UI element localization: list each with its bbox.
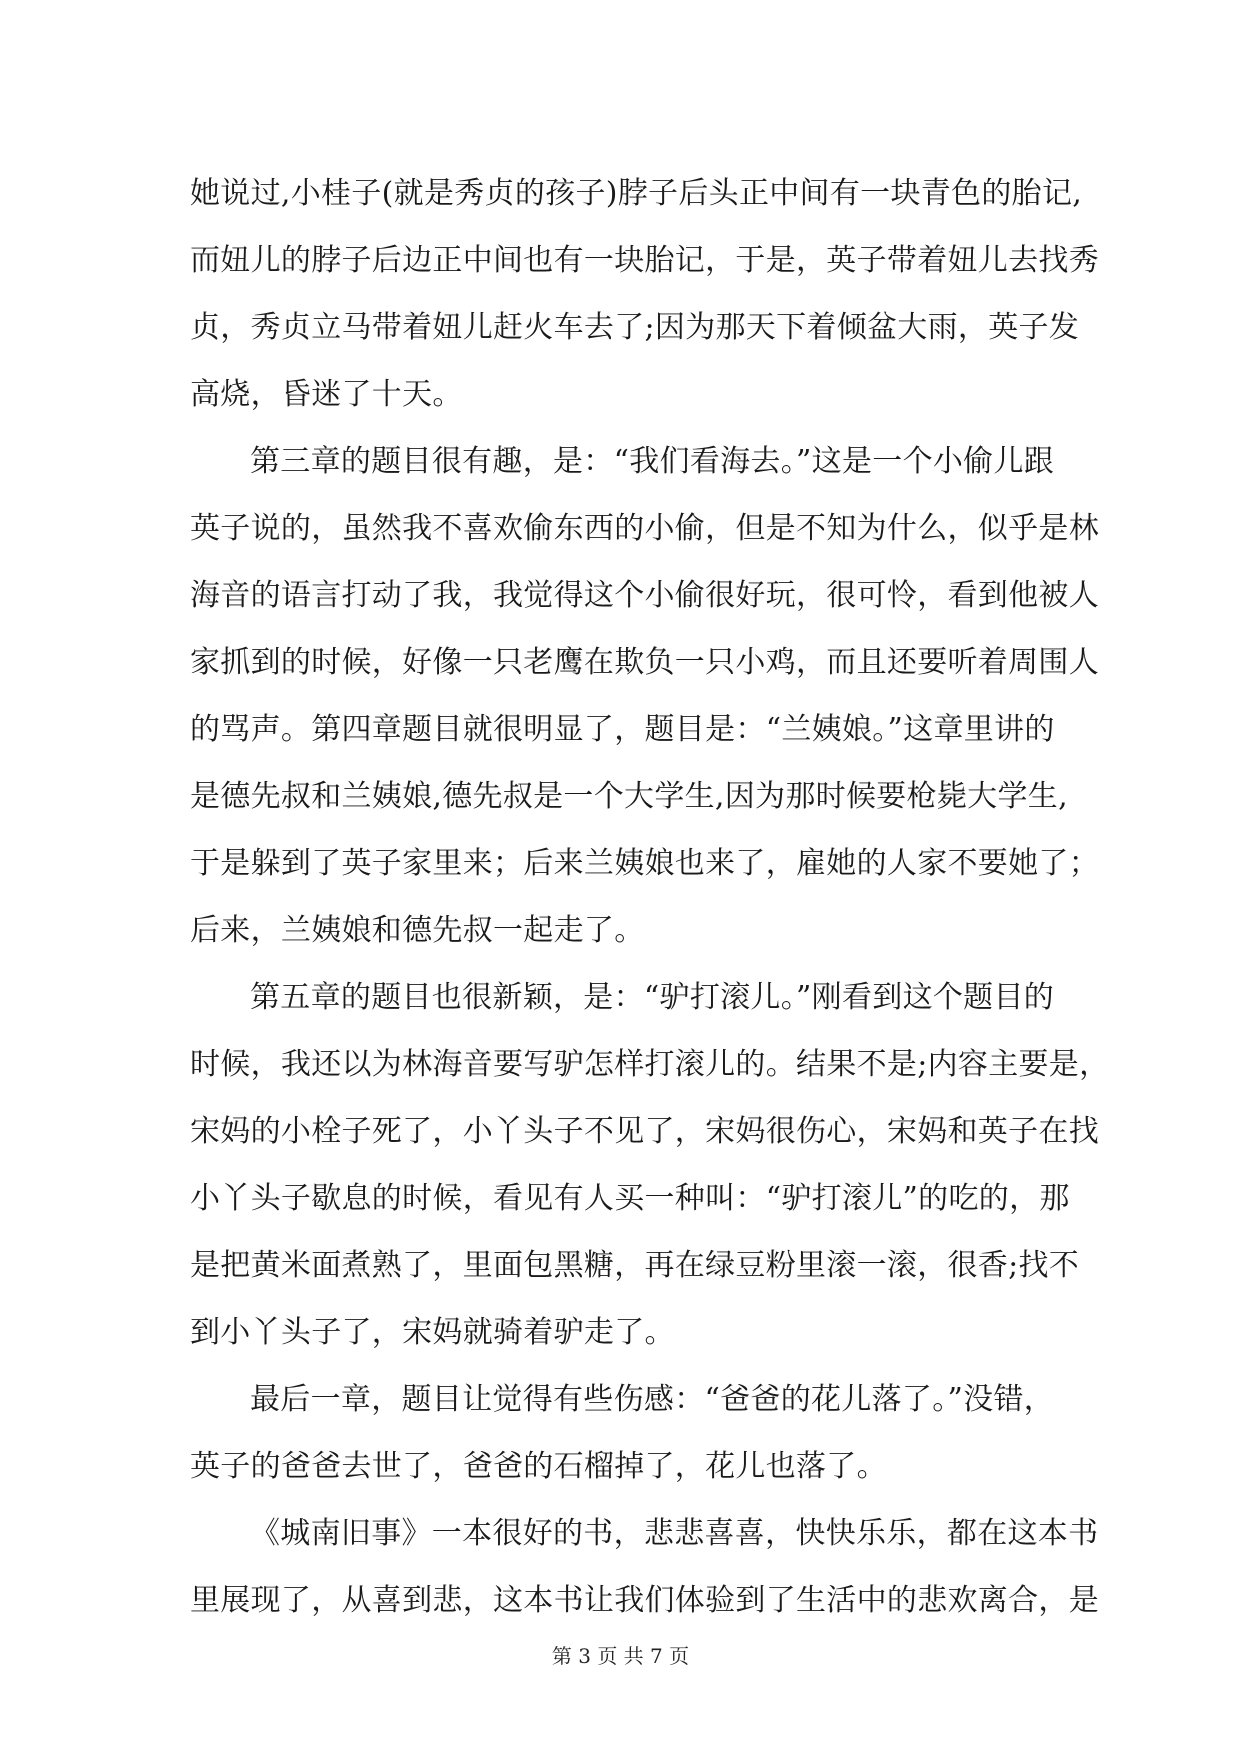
text-line: 是德先叔和兰姨娘,德先叔是一个大学生,因为那时候要枪毙大学生, bbox=[190, 779, 1068, 814]
text-line: 高烧，昏迷了十天。 bbox=[190, 377, 463, 412]
text-line: 英子的爸爸去世了，爸爸的石榴掉了，花儿也落了。 bbox=[190, 1449, 887, 1484]
text-line: 海音的语言打动了我，我觉得这个小偷很好玩，很可怜，看到他被人 bbox=[190, 578, 1099, 613]
text-line: 后来，兰姨娘和德先叔一起走了。 bbox=[190, 913, 645, 948]
text-line: 第五章的题目也很新颖，是：“驴打滚儿。”刚看到这个题目的 bbox=[250, 980, 1055, 1015]
text-line: 最后一章，题目让觉得有些伤感：“爸爸的花儿落了。”没错， bbox=[250, 1382, 1055, 1417]
text-line: 的骂声。第四章题目就很明显了，题目是：“兰姨娘。”这章里讲的 bbox=[190, 712, 1055, 747]
text-line: 她说过,小桂子(就是秀贞的孩子)脖子后头正中间有一块青色的胎记, bbox=[190, 176, 1083, 211]
text-line: 时候，我还以为林海音要写驴怎样打滚儿的。结果不是;内容主要是， bbox=[190, 1047, 1110, 1082]
text-line: 宋妈的小栓子死了，小丫头子不见了，宋妈很伤心，宋妈和英子在找 bbox=[190, 1114, 1099, 1149]
text-line: 第三章的题目很有趣，是：“我们看海去。”这是一个小偷儿跟 bbox=[250, 444, 1055, 479]
text-line: 里展现了，从喜到悲，这本书让我们体验到了生活中的悲欢离合，是 bbox=[190, 1583, 1099, 1618]
text-line: 家抓到的时候，好像一只老鹰在欺负一只小鸡，而且还要听着周围人 bbox=[190, 645, 1099, 680]
text-line: 《城南旧事》一本很好的书，悲悲喜喜，快快乐乐，都在这本书 bbox=[250, 1516, 1099, 1551]
text-line: 而妞儿的脖子后边正中间也有一块胎记，于是，英子带着妞儿去找秀 bbox=[190, 243, 1099, 278]
text-line: 到小丫头子了，宋妈就骑着驴走了。 bbox=[190, 1315, 675, 1350]
text-line: 是把黄米面煮熟了，里面包黑糖，再在绿豆粉里滚一滚，很香;找不 bbox=[190, 1248, 1080, 1283]
text-line: 小丫头子歇息的时候，看见有人买一种叫：“驴打滚儿”的吃的，那 bbox=[190, 1181, 1070, 1216]
text-line: 英子说的，虽然我不喜欢偷东西的小偷，但是不知为什么，似乎是林 bbox=[190, 511, 1099, 546]
page-footer: 第 3 页 共 7 页 bbox=[551, 1644, 690, 1668]
text-line: 于是躲到了英子家里来；后来兰姨娘也来了，雇她的人家不要她了； bbox=[190, 846, 1099, 881]
body-text bbox=[190, 160, 1110, 1634]
text-line: 贞，秀贞立马带着妞儿赶火车去了;因为那天下着倾盆大雨，英子发 bbox=[190, 310, 1080, 345]
